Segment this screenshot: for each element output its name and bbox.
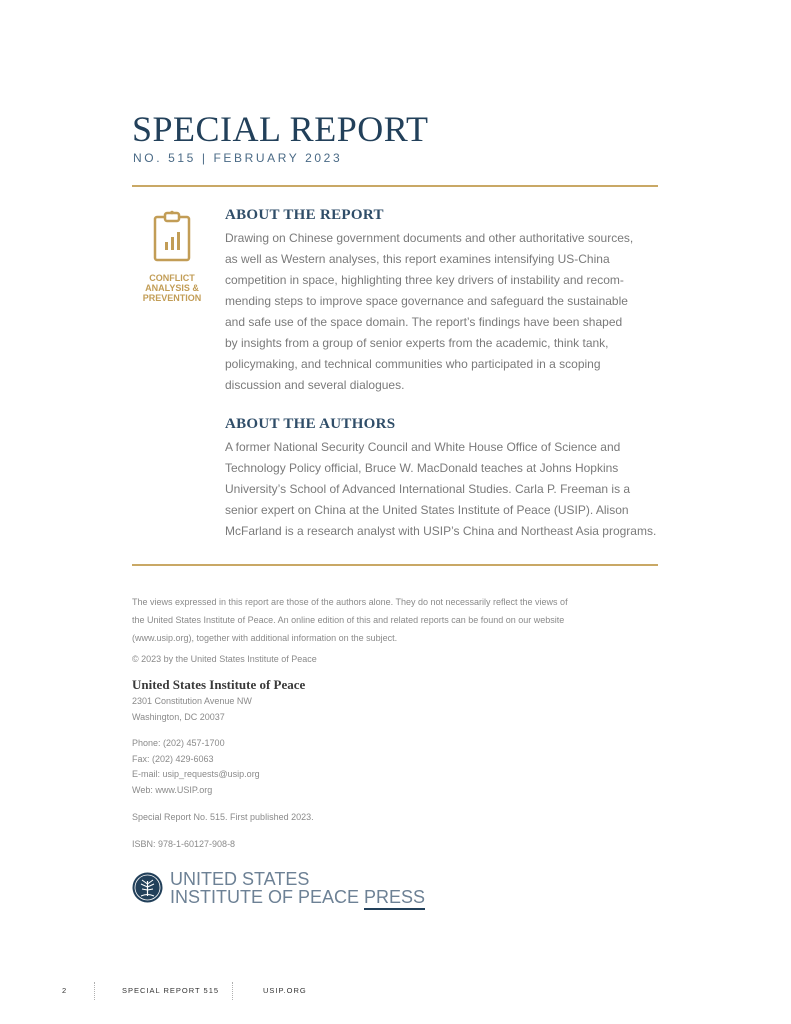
top-divider	[132, 185, 658, 187]
report-number: Special Report No. 515. First published 2023.	[132, 812, 314, 822]
publisher-address	[132, 694, 252, 725]
footer-divider	[94, 982, 95, 1000]
copyright: © 2023 by the United States Institute of Peace	[132, 654, 317, 664]
isbn: ISBN: 978-1-60127-908-8	[132, 839, 236, 849]
text-line: discussion and several dialogues.	[225, 378, 405, 392]
text-line: as well as Western analyses, this report examines intensifying US-China	[225, 252, 610, 266]
text-line: by insights from a group of senior experts from the academic, think tank,	[225, 336, 609, 350]
about-report-heading: ABOUT THE REPORT	[225, 207, 384, 223]
text-line: Drawing on Chinese government documents and other authoritative sources,	[225, 231, 634, 245]
disclaimer	[132, 593, 652, 647]
text-line: and safe use of the space domain. The report’s findings have been shaped	[225, 315, 623, 329]
text-line: McFarland is a research analyst with USIP’s China and Northeast Asia programs.	[225, 524, 657, 538]
disclaimer-line: The views expressed in this report are those of the authors alone. They do not necessarily reflect the views of	[132, 597, 568, 607]
report-subtitle: NO. 515 | FEBRUARY 2023	[133, 151, 343, 165]
text-line: Technology Policy official, Bruce W. MacDonald teaches at Johns Hopkins	[225, 461, 619, 475]
theme-label-line: PREVENTION	[142, 293, 202, 303]
about-authors-text	[225, 437, 665, 542]
fax: Fax: (202) 429-6063	[132, 753, 214, 764]
theme-label-line: ANALYSIS &	[145, 283, 199, 293]
disclaimer-line: (www.usip.org), together with additional information on the subject.	[132, 633, 398, 643]
email: E-mail: usip_requests@usip.org	[132, 769, 260, 779]
logo-text-line1: UNITED STATES	[170, 869, 310, 889]
text-line: senior expert on China at the United States Institute of Peace (USIP). Alison	[225, 503, 629, 517]
phone: Phone: (202) 457-1700	[132, 738, 225, 748]
text-line: mending steps to improve space governance and safeguard the sustainable	[225, 294, 628, 308]
publisher-name: United States Institute of Peace	[132, 677, 306, 692]
usip-seal-icon	[132, 872, 163, 903]
logo-text-line2	[170, 887, 425, 907]
theme-label	[132, 273, 212, 303]
page-title: SPECIAL REPORT	[132, 109, 429, 149]
publisher-contact	[132, 736, 260, 798]
footer-series: SPECIAL REPORT 515	[122, 986, 220, 995]
footer-site-link[interactable]: USIP.ORG	[263, 986, 307, 995]
theme-label-line: CONFLICT	[149, 273, 195, 283]
address-line: 2301 Constitution Avenue NW	[132, 696, 252, 706]
logo-text-press: PRESS	[364, 887, 425, 910]
bottom-divider	[132, 564, 658, 566]
disclaimer-line: the United States Institute of Peace. An online edition of this and related reports can be found on our website	[132, 615, 565, 625]
text-line: University’s School of Advanced International Studies. Carla P. Freeman is a	[225, 482, 631, 496]
address-line: Washington, DC 20037	[132, 711, 225, 722]
text-line: competition in space, highlighting three key drivers of instability and recom-	[225, 273, 624, 287]
footer-divider	[232, 982, 233, 1000]
about-report-text	[225, 228, 665, 396]
website: Web: www.USIP.org	[132, 784, 213, 795]
clipboard-chart-icon	[153, 210, 191, 262]
about-authors-heading: ABOUT THE AUTHORS	[225, 416, 396, 432]
logo-text-prefix: INSTITUTE OF PEACE	[170, 887, 365, 907]
page-number: 2	[62, 986, 68, 995]
text-line: policymaking, and technical communities who participated in a scoping	[225, 357, 601, 371]
text-line: A former National Security Council and White House Office of Science and	[225, 440, 621, 454]
